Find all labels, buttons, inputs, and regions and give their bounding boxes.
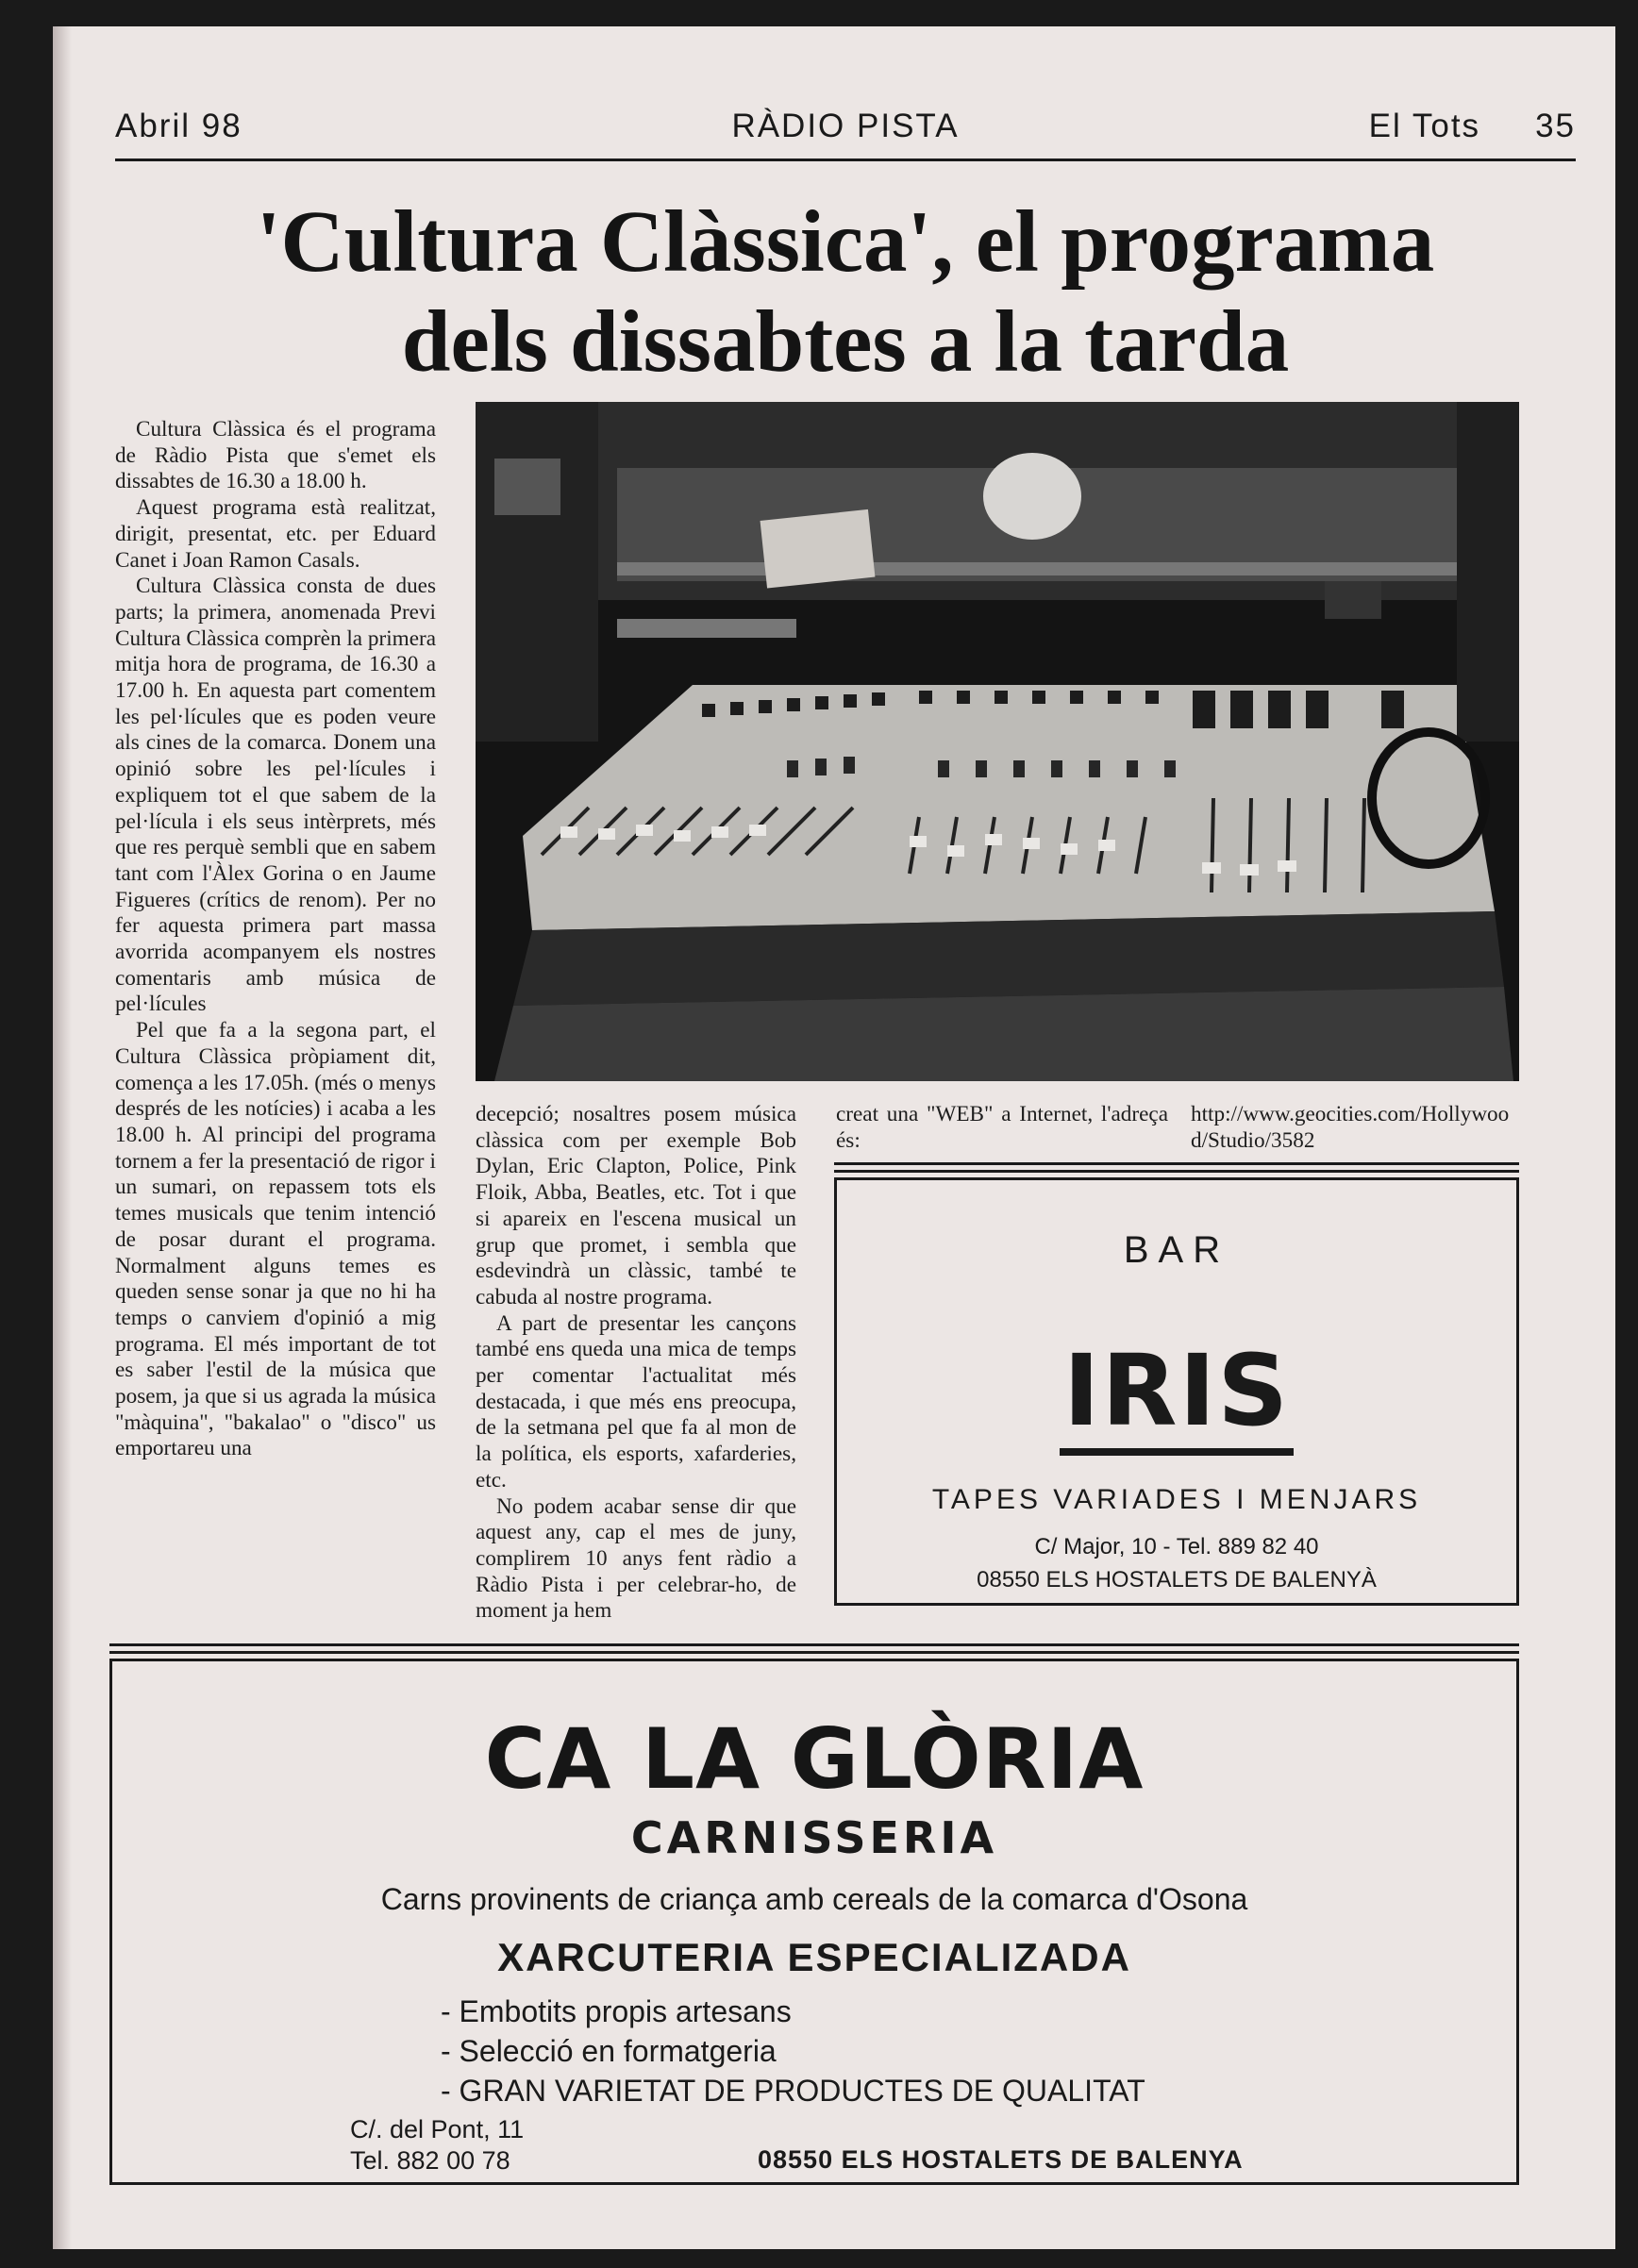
ad-rule-top [834,1162,1519,1165]
article-paragraph: Aquest programa està realitzat, dirigit, presentat, etc. per Eduard Canet i Joan Ramon Casals. [115,495,436,573]
gloria-city: 08550 ELS HOSTALETS DE BALENYA [758,2145,1244,2174]
iris-kicker: BAR [1123,1229,1230,1271]
gloria-subtitle: CARNISSERIA [630,1812,998,1863]
bar-iris-ad [834,1177,1519,1606]
iris-city: 08550 ELS HOSTALETS DE BALENYÀ [977,1567,1377,1593]
article-paragraph: Cultura Clàssica és el programa de Ràdio Pista que s'emet els dissabtes de 16.30 a 18.00 h. [115,417,436,494]
iris-address: C/ Major, 10 - Tel. 889 82 40 [1034,1534,1319,1559]
gloria-street: C/. del Pont, 11 [350,2115,525,2143]
article-paragraph: decepció; nosaltres posem música clàssica com per exemple Bob Dylan, Eric Clapton, Police, Pink Floik, Abba, Beatles, etc. Tot i que si apareix en l'escena musical un grup que promet, i sembla que esdevindrà un clàssic, també te cabuda al nostre programa. [476,1102,796,1309]
headline-line-2: dels dissabtes a la tarda [401,293,1290,391]
ca-la-gloria-ad [109,1659,1519,2185]
article-paragraph: creat una "WEB" a Internet, l'adreça és: [836,1102,1168,1153]
iris-logo [837,1333,1516,1448]
page-gutter-shadow [53,26,72,2249]
article-paragraph: No podem acabar sense dir que aquest any, cap el mes de juny, complirem 10 anys fent ràdio a Ràdio Pista i per celebrar-ho, de moment ja hem [476,1493,796,1624]
article-column-4 [1191,1102,1519,1154]
gloria-tagline: Carns provinents de criança amb cereals de la comarca d'Osona [380,1882,1248,1916]
list-item: - GRAN VARIETAT DE PRODUCTES DE QUALITAT [441,2074,1145,2108]
website-url: http://www.geocities.com/Hollywood/Studio/3582 [1191,1102,1510,1153]
gloria-specialty: XARCUTERIA ESPECIALIZADA [497,1935,1131,1979]
header-rule [115,158,1576,161]
article-paragraph: Pel que fa a la segona part, el Cultura Clàssica pròpiament dit, comença a les 17.05h. (més o menys després de les notícies) i acaba a les 18.00 h. Al principi del programa tornem a fer la presentació de rigor i un sumari, on repassem tots els temes musicals que tenim intenció de posar durant el programa. Normalment alguns temes es queden sense sonar ja que no hi ha temps o canviem d'opinió a mig programa. El més important de tot es saber l'estil de la música que posem, ja que si us agrada la música "màquina", "bakalao" o "disco" us emportareu una [115,1018,436,1461]
header-right [1369,108,1576,145]
gloria-product-list [441,1992,1145,2110]
header-date: Abril 98 [115,108,242,144]
article-paragraph: A part de presentar les cançons també ens queda una mica de temps per comentar l'actualitat més destacada, i que més ens preocupa, de la setmana pel que fa al mon de la política, els esports, xafarderies, etc. [476,1310,796,1493]
gloria-rule-top [109,1643,1519,1646]
article-column-2 [476,1102,796,1625]
header-section: RÀDIO PISTA [731,108,960,144]
gloria-address [350,2114,524,2176]
article-paragraph: Cultura Clàssica consta de dues parts; la primera, anomenada Previ Cultura Clàssica comprèn la primera mitja hora de programa, de 16.30 a 17.00 h. En aquesta part comentem les pel·lícules que es poden veure als cines de la comarca. Donem una opinió sobre les pel·lícules i expliquem tot el que sabem de la pel·lícula i els seus intèrprets, més que res perquè sembli que en sabem tant com l'Àlex Gorina o en Jaume Figueres (crítics de renom). Per no fer aquesta primera part massa avorrida acompanyem els nostres comentaris amb música de pel·lícules [115,574,436,1017]
header-publication: El Tots [1368,108,1481,144]
article-headline [115,192,1576,392]
article-column-3 [836,1102,1168,1154]
list-item: - Selecció en formatgeria [441,2034,777,2068]
gloria-name: CA LA GLÒRIA [484,1710,1145,1808]
gloria-rule-bottom [109,1651,1519,1654]
list-item: - Embotits propis artesans [441,1994,792,2028]
headline-line-1: 'Cultura Clàssica', el programa [256,193,1435,291]
magazine-page [53,26,1615,2249]
iris-tagline: TAPES VARIADES I MENJARS [931,1484,1422,1515]
header-page-number: 35 [1535,108,1576,144]
gloria-phone: Tel. 882 00 78 [350,2146,510,2175]
article-column-1 [115,417,436,1462]
iris-name: IRIS [1060,1333,1294,1456]
studio-photo [476,402,1519,1081]
running-header [115,108,1576,174]
mixing-console-image [476,402,1519,1081]
ad-rule-bottom [834,1170,1519,1173]
